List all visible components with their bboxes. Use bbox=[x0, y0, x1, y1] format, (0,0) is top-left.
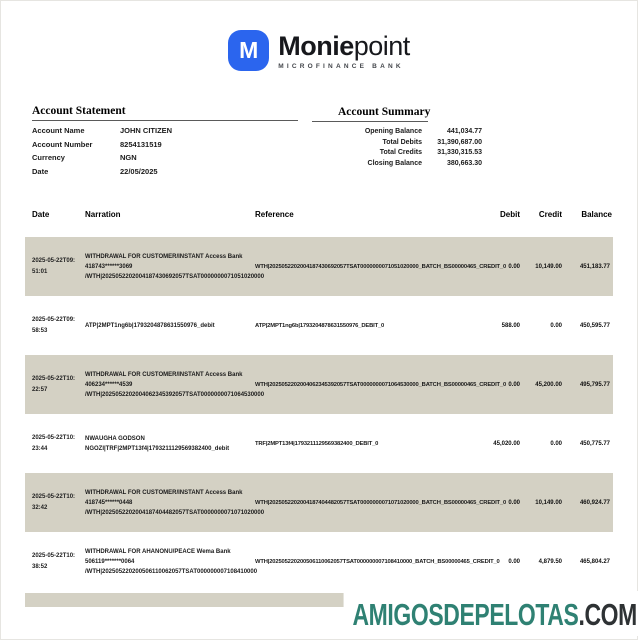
watermark-main: AMIGOSDEPELOTAS bbox=[352, 597, 579, 632]
col-header-balance: Balance bbox=[581, 210, 612, 219]
summary-total-credits bbox=[310, 149, 482, 156]
cell-debit: 0.00 bbox=[508, 499, 520, 506]
cell-narration: WITHDRAWAL FOR CUSTOMER/INSTANT Access Bank 418743******3069 /WTH|2025052202004187430692057TSAT0000000071051020000 bbox=[85, 253, 265, 280]
cell-date: 2025-05-22T10: 22:57 bbox=[32, 375, 76, 393]
cell-reference: TRF|2MPT13f4|1793211129569382400_DEBIT_0 bbox=[255, 440, 379, 447]
cell-date: 2025-05-22T10: 32:42 bbox=[32, 493, 76, 511]
brand-name-light: point bbox=[353, 31, 410, 61]
cell-credit: 10,149.00 bbox=[535, 499, 562, 506]
cell-narration: WITHDRAWAL FOR AHANONU/PEACE Wema Bank 506119*******0064 /WTH|202505220200506110062057TSAT000000007108410000 bbox=[85, 548, 258, 575]
statement-title: Account Statement bbox=[32, 105, 126, 117]
field-account-number bbox=[32, 140, 172, 149]
table-row bbox=[25, 237, 613, 296]
field-account-name bbox=[32, 126, 172, 135]
field-currency bbox=[32, 153, 172, 162]
summary-title: Account Summary bbox=[338, 106, 431, 118]
cell-narration: WITHDRAWAL FOR CUSTOMER/INSTANT Access Bank 406234******4539 /WTH|2025052202004062345392057TSAT0000000071064530000 bbox=[85, 371, 265, 398]
table-header bbox=[0, 210, 638, 224]
cell-credit: 45,200.00 bbox=[535, 381, 562, 388]
field-label: Account Number bbox=[32, 139, 93, 149]
table-row bbox=[25, 296, 613, 355]
statement-title-rule bbox=[32, 120, 298, 121]
col-header-reference: Reference bbox=[255, 210, 294, 219]
cell-date: 2025-05-22T10: 38:52 bbox=[32, 552, 76, 570]
field-date bbox=[32, 167, 172, 176]
table-row bbox=[25, 355, 613, 414]
summary-label: Total Debits bbox=[382, 138, 422, 146]
cell-date: 2025-05-22T10: 23:44 bbox=[32, 434, 76, 452]
summary-label: Opening Balance bbox=[364, 128, 422, 135]
summary-closing-balance bbox=[310, 160, 482, 167]
cell-debit: 45,020.00 bbox=[493, 440, 520, 447]
field-value: 8254131519 bbox=[120, 139, 162, 149]
cell-credit: 0.00 bbox=[550, 440, 562, 447]
cell-balance: 495,795.77 bbox=[579, 381, 610, 388]
summary-opening-balance bbox=[310, 128, 482, 135]
cell-reference: WTH|2025052202004187430692057TSAT0000000071051020000_BATCH_BS00000465_CREDIT_0 bbox=[255, 263, 507, 270]
cell-narration: NWAUGHA GODSON NGOZI|TRF|2MPT13f4|1793211129569382400_debit bbox=[85, 435, 230, 452]
watermark bbox=[343, 591, 638, 636]
table-row bbox=[25, 532, 613, 591]
field-value: NGN bbox=[120, 153, 137, 162]
cell-credit: 4,879.50 bbox=[538, 558, 562, 565]
col-header-narration: Narration bbox=[85, 210, 121, 219]
cell-balance: 451,183.77 bbox=[579, 263, 610, 270]
brand-name-bold: Monie bbox=[278, 31, 354, 61]
cell-narration: WITHDRAWAL FOR CUSTOMER/INSTANT Access Bank 418745******0448 /WTH|2025052202004187404482057TSAT0000000071071020000 bbox=[85, 489, 265, 516]
cell-balance: 450,775.77 bbox=[579, 440, 610, 447]
table-row bbox=[25, 414, 613, 473]
col-header-credit: Credit bbox=[538, 210, 562, 219]
summary-label: Closing Balance bbox=[367, 159, 422, 167]
summary-value: 31,390,687.00 bbox=[437, 138, 482, 146]
field-value: 22/05/2025 bbox=[120, 166, 158, 176]
cell-narration: ATP|2MPT1ng6b|1793204878631550976_debit bbox=[85, 322, 215, 329]
cell-reference: WTH|202505220200506110062057TSAT000000007108410000_BATCH_BS00000465_CREDIT_0 bbox=[255, 558, 500, 565]
cell-date: 2025-05-22T09: 51:01 bbox=[32, 257, 76, 275]
cell-credit: 10,149.00 bbox=[535, 263, 562, 270]
summary-total-debits bbox=[310, 139, 482, 146]
brand-text bbox=[278, 30, 410, 70]
watermark-suffix: .COM bbox=[578, 597, 637, 632]
summary-title-rule bbox=[312, 121, 428, 122]
cell-balance: 450,595.77 bbox=[579, 322, 610, 329]
summary-value: 380,663.30 bbox=[446, 159, 482, 167]
field-label: Currency bbox=[32, 153, 65, 162]
summary-value: 31,330,315.53 bbox=[437, 149, 482, 156]
summary-value: 441,034.77 bbox=[446, 128, 482, 135]
brand-name bbox=[278, 33, 410, 60]
col-header-date: Date bbox=[32, 210, 50, 219]
cell-debit: 0.00 bbox=[508, 381, 520, 388]
field-label: Date bbox=[32, 166, 49, 176]
cell-balance: 460,924.77 bbox=[579, 499, 610, 506]
cell-reference: ATP|2MPT1ng6b|1793204878631550976_DEBIT_0 bbox=[255, 322, 385, 329]
field-label: Account Name bbox=[32, 126, 85, 135]
field-value: JOHN CITIZEN bbox=[120, 126, 173, 135]
cell-reference: WTH|2025052202004062345392057TSAT0000000071064530000_BATCH_BS00000465_CREDIT_0 bbox=[255, 381, 507, 388]
summary-label: Total Credits bbox=[379, 149, 422, 156]
cell-reference: WTH|2025052202004187404482057TSAT0000000071071020000_BATCH_BS00000465_CREDIT_0 bbox=[255, 499, 507, 506]
cell-balance: 465,804.27 bbox=[579, 558, 610, 565]
logo-letter: M bbox=[239, 37, 259, 63]
cell-credit: 0.00 bbox=[550, 322, 562, 329]
account-summary bbox=[310, 128, 482, 170]
cell-date: 2025-05-22T09: 58:53 bbox=[32, 316, 76, 334]
cell-debit: 0.00 bbox=[508, 263, 520, 270]
account-details bbox=[32, 126, 172, 180]
table-row bbox=[25, 473, 613, 532]
brand-logo bbox=[0, 30, 638, 71]
cell-debit: 588.00 bbox=[501, 322, 520, 329]
transaction-table bbox=[25, 237, 613, 591]
brand-tagline: MICROFINANCE BANK bbox=[278, 63, 404, 70]
col-header-debit: Debit bbox=[500, 210, 520, 219]
cell-debit: 0.00 bbox=[508, 558, 520, 565]
moniepoint-logo-icon bbox=[228, 30, 269, 71]
